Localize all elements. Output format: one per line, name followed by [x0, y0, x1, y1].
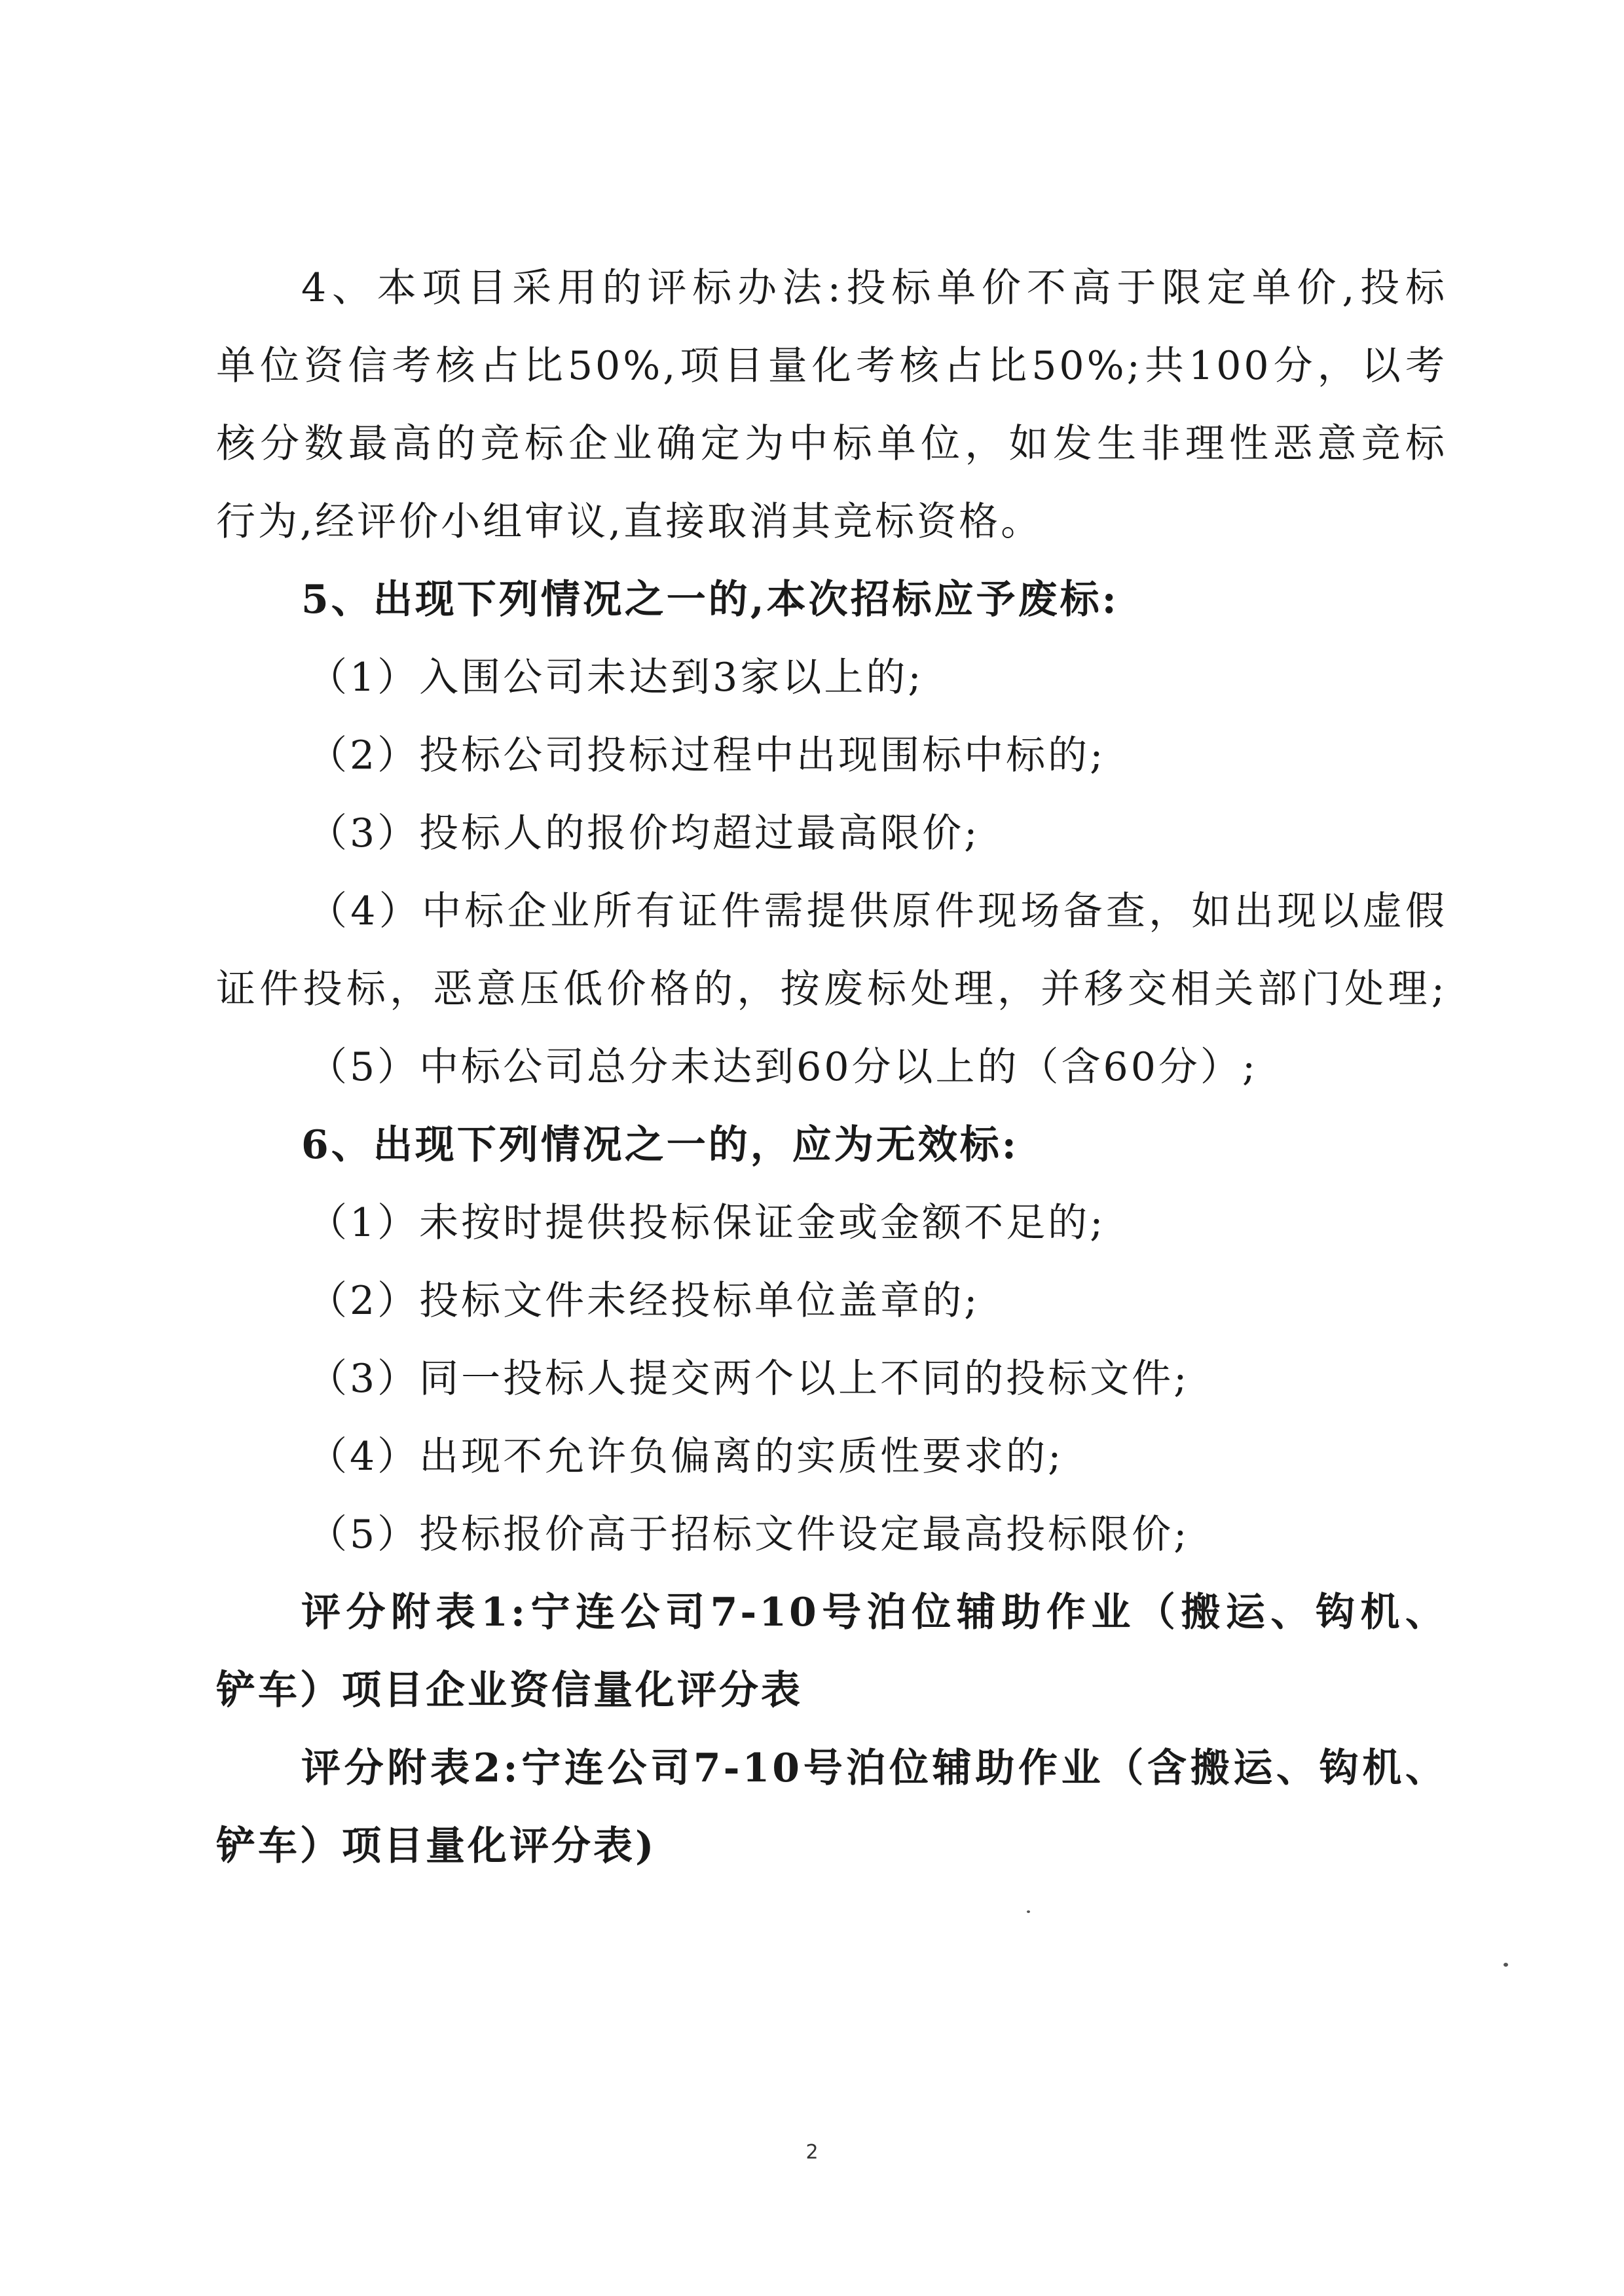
section-5-item-1: （1）入围公司未达到3家以上的; [308, 655, 924, 701]
section-6-item-3: （3）同一投标人提交两个以上不同的投标文件; [308, 1356, 1190, 1402]
section-6-item-4: （4）出现不允许负偏离的实质性要求的; [308, 1434, 1064, 1480]
section-5-item-5: （5）中标公司总分未达到60分以上的（含60分）; [308, 1044, 1259, 1090]
appendix-1-line-1: 评分附表1:宁连公司7-10号泊位辅助作业（搬运、钩机、 [301, 1590, 1447, 1635]
paragraph-4-line-3: 核分数最高的竞标企业确定为中标单位，如发生非理性恶意竞标 [216, 421, 1447, 467]
paragraph-4-line-2: 单位资信考核占比50%,项目量化考核占比50%;共100分，以考 [216, 343, 1447, 389]
scan-speck [1504, 1963, 1508, 1967]
section-5-heading: 5、出现下列情况之一的,本次招标应予废标: [301, 577, 1119, 623]
paragraph-4-line-1: 4、本项目采用的评标办法:投标单价不高于限定单价,投标 [301, 265, 1447, 311]
section-5-item-4-line-1: （4）中标企业所有证件需提供原件现场备查，如出现以虚假 [308, 888, 1447, 934]
section-5-item-2: （2）投标公司投标过程中出现围标中标的; [308, 733, 1106, 778]
scan-speck [1027, 1910, 1030, 1913]
page-number: 2 [805, 2141, 819, 2164]
section-6-item-5: （5）投标报价高于招标文件设定最高投标限价; [308, 1512, 1190, 1558]
appendix-2-line-1: 评分附表2:宁连公司7-10号泊位辅助作业（含搬运、钩机、 [301, 1745, 1447, 1791]
appendix-2-line-2: 铲车）项目量化评分表) [216, 1823, 657, 1869]
section-6-item-2: （2）投标文件未经投标单位盖章的; [308, 1278, 980, 1324]
paragraph-4-line-4: 行为,经评价小组审议,直接取消其竞标资格。 [216, 499, 1043, 545]
section-5-item-4-line-2: 证件投标，恶意压低价格的，按废标处理，并移交相关部门处理; [216, 966, 1447, 1012]
section-5-item-3: （3）投标人的报价均超过最高限价; [308, 811, 980, 856]
appendix-1-line-2: 铲车）项目企业资信量化评分表 [216, 1667, 803, 1713]
section-6-heading: 6、出现下列情况之一的，应为无效标: [301, 1122, 1019, 1168]
section-6-item-1: （1）未按时提供投标保证金或金额不足的; [308, 1200, 1106, 1246]
